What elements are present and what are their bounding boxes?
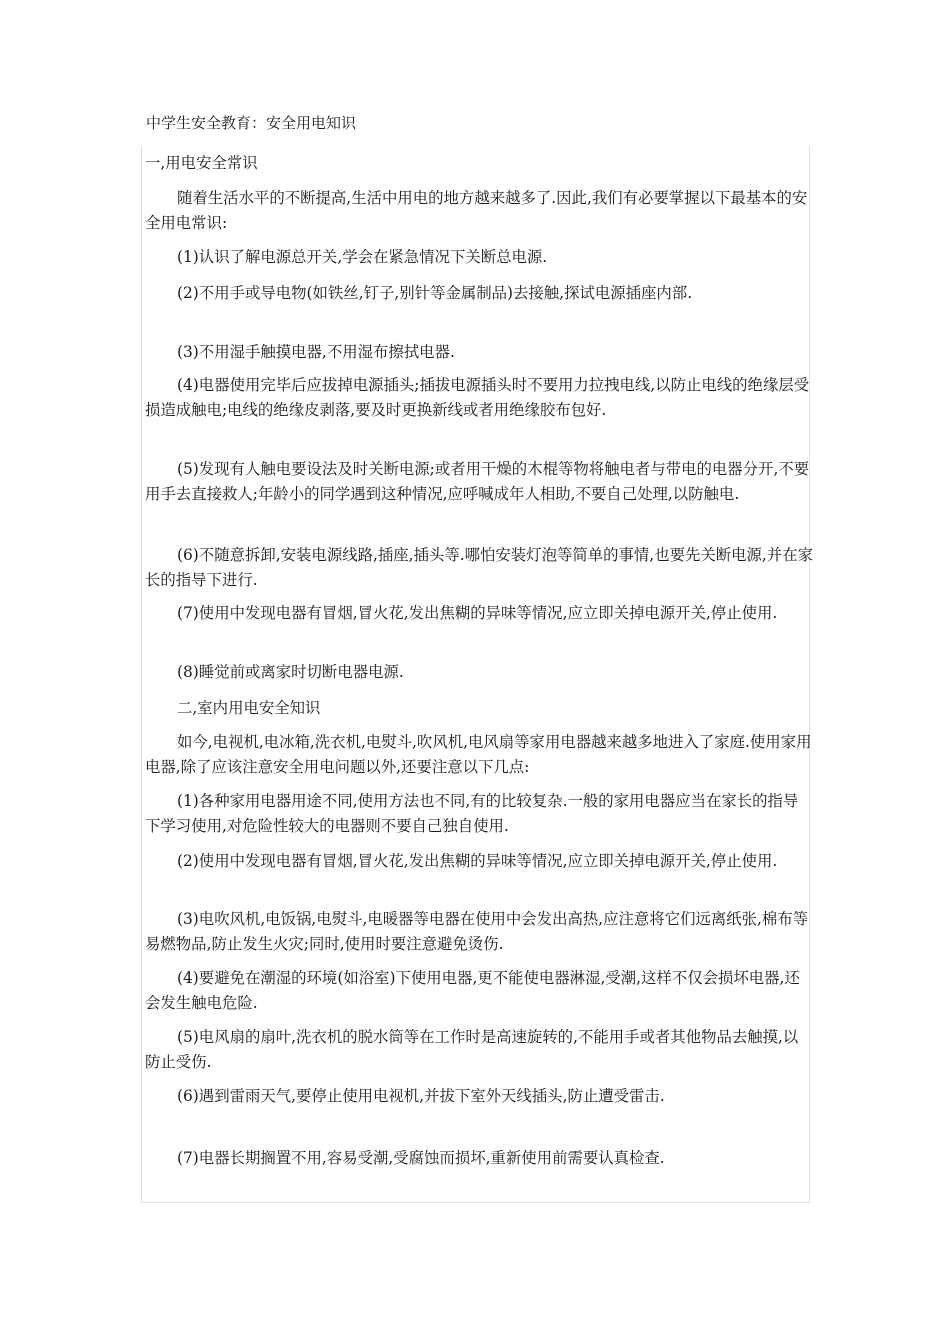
document-title: 中学生安全教育：安全用电知识 <box>146 114 357 132</box>
paragraph: (6)不随意拆卸,安装电源线路,插座,插头等.哪怕安装灯泡等简单的事情,也要先关断电源,并在家长的指导下进行. <box>145 546 813 589</box>
paragraph: 如今,电视机,电冰箱,洗衣机,电熨斗,吹风机,电风扇等家用电器越来越多地进入了家庭.使用家用电器,除了应该注意安全用电问题以外,还要注意以下几点: <box>145 733 812 776</box>
paragraph: (1)各种家用电器用途不同,使用方法也不同,有的比较复杂.一般的家用电器应当在家长的指导下学习使用,对危险性较大的电器则不要自己独自使用. <box>145 792 799 835</box>
paragraph: (2)不用手或导电物(如铁丝,钉子,别针等金属制品)去接触,探试电源插座内部. <box>177 284 693 302</box>
paragraph: (8)睡觉前或离家时切断电器电源. <box>177 663 404 681</box>
paragraph: (2)使用中发现电器有冒烟,冒火花,发出焦糊的异味等情况,应立即关掉电源开关,停止使用. <box>177 852 778 870</box>
paragraph: (5)电风扇的扇叶,洗衣机的脱水筒等在工作时是高速旋转的,不能用手或者其他物品去触摸,以防止受伤. <box>145 1028 799 1071</box>
section-heading-2: 二,室内用电安全知识 <box>177 699 321 717</box>
paragraph: (6)遇到雷雨天气,要停止使用电视机,并拔下室外天线插头,防止遭受雷击. <box>177 1087 665 1105</box>
paragraph: (1)认识了解电源总开关,学会在紧急情况下关断总电源. <box>177 248 548 266</box>
section-heading-1: 一,用电安全常识 <box>145 154 258 172</box>
paragraph: 随着生活水平的不断提高,生活中用电的地方越来越多了.因此,我们有必要掌握以下最基本的安全用电常识: <box>145 189 808 232</box>
paragraph: (3)电吹风机,电饭锅,电熨斗,电暖器等电器在使用中会发出高热,应注意将它们远离纸张,棉布等易燃物品,防止发生火灾;同时,使用时要注意避免烫伤. <box>145 910 809 953</box>
paragraph: (4)要避免在潮湿的环境(如浴室)下使用电器,更不能使电器淋湿,受潮,这样不仅会损坏电器,还会发生触电危险. <box>145 969 800 1012</box>
paragraph: (4)电器使用完毕后应拔掉电源插头;插拔电源插头时不要用力拉拽电线,以防止电线的绝缘层受损造成触电;电线的绝缘皮剥落,要及时更换新线或者用绝缘胶布包好. <box>145 376 810 419</box>
paragraph: (7)使用中发现电器有冒烟,冒火花,发出焦糊的异味等情况,应立即关掉电源开关,停止使用. <box>177 604 778 622</box>
paragraph: (3)不用湿手触摸电器,不用湿布擦拭电器. <box>177 343 455 361</box>
paragraph: (5)发现有人触电要设法及时关断电源;或者用干燥的木棍等物将触电者与带电的电器分开,不要用手去直接救人;年龄小的同学遇到这种情况,应呼喊成年人相助,不要自己处理,以防触电. <box>145 460 810 503</box>
paragraph: (7)电器长期搁置不用,容易受潮,受腐蚀而损坏,重新使用前需要认真检查. <box>177 1149 665 1167</box>
